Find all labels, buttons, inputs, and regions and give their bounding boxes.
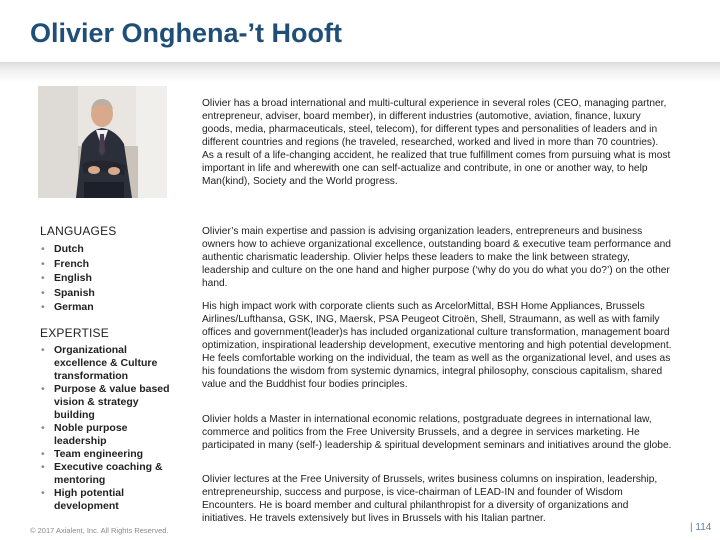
bio-paragraph-education: Olivier holds a Master in international economic relations, postgraduate degrees in international law, commerce and politics from the Free University Brussels, and a degree in services marketing. He participated in many (self-) leadership & spiritual development seminars and initiatives around the globe. <box>202 414 672 451</box>
list-item <box>40 461 176 487</box>
expertise-label: Team engineering <box>54 448 144 460</box>
bullet-icon: • <box>41 272 45 284</box>
expertise-label: High potential development <box>54 487 124 512</box>
bullet-icon: • <box>41 487 45 499</box>
bullet-icon: • <box>41 286 45 299</box>
bullet-icon: • <box>41 257 45 270</box>
bullet-icon: • <box>41 461 45 473</box>
list-item <box>40 271 190 286</box>
bio-paragraph-expertise: Olivier’s main expertise and passion is advising organization leaders, entrepreneurs and business owners how to achieve organizational excellence, outstanding board & executive team performance and authentic charismatic leadership. Olivier helps these leaders to make the link between strategy, leadership and culture on the one hand and higher purpose (‘why do you do what you do?’) on the other hand. <box>202 226 671 289</box>
list-item <box>40 383 176 422</box>
page-number: | 114 <box>690 522 712 533</box>
expertise-list <box>40 344 176 513</box>
languages-list <box>40 242 190 315</box>
expertise-label: Organizational excellence & Culture transformation <box>54 344 158 382</box>
language-label: French <box>54 257 90 270</box>
slide-title: Olivier Onghena-’t Hooft <box>30 18 343 48</box>
language-label: Spanish <box>54 286 95 299</box>
language-label: English <box>54 272 92 284</box>
list-item <box>40 257 190 272</box>
expertise-label: Noble purpose leadership <box>54 422 128 447</box>
bullet-icon: • <box>41 422 45 434</box>
bullet-icon: • <box>41 344 45 356</box>
bullet-icon: • <box>41 243 45 255</box>
bio-paragraph-overview: Olivier has a broad international and multi-cultural experience in several roles (CEO, managing partner, entrepreneur, adviser, board member), in different industries (automotive, aviation, finance, luxury goods, media, pharmaceuticals, steel, telecom), for different types and personalities of leaders and in different countries and regions (he traveled, researched, worked and lived in more than 70 countries). As a result of a life-changing accident, he realized that true fulfillment comes from pursuing what is most important in life and wherewith one can self-actualize and contribute, in one or another way, to help Man(kind), Society and the World progress. <box>202 98 671 187</box>
languages-heading: LANGUAGES <box>40 224 117 238</box>
expertise-label: Purpose & value based vision & strategy building <box>54 383 170 421</box>
expertise-section <box>40 326 190 513</box>
language-label: Dutch <box>54 243 84 255</box>
list-item <box>40 300 190 315</box>
bullet-icon: • <box>41 301 45 313</box>
languages-section <box>40 224 190 315</box>
bio-paragraph-activities: Olivier lectures at the Free University of Brussels, writes business columns on inspiration, leadership, entrepreneurship, success and purpose, is vice-chairman of LEAD-IN and founder of Wisdom Encounters. He is board member and cultural philanthropist for a diversity of organizations and initiatives. He travels extensively but lives in Brussels with his Italian partner. <box>202 474 658 524</box>
list-item <box>40 286 190 301</box>
list-item <box>40 422 176 448</box>
title-divider-band <box>0 62 720 82</box>
list-item <box>40 242 190 257</box>
list-item <box>40 344 176 383</box>
language-label: German <box>54 301 94 313</box>
list-item <box>40 487 176 513</box>
copyright-notice: © 2017 Axialent, Inc. All Rights Reserved. <box>30 526 169 535</box>
bio-paragraph-clients: His high impact work with corporate clients such as ArcelorMittal, BSH Home Appliances, Brussels Airlines/Lufthansa, GSK, ING, Maersk, PSA Peugeot Citroën, Shell, Straumann, as well as with family offices and government(leader)s has included organizational culture transformation, management board optimization, inspirational leadership development, executive mentoring and high potential development. He feels comfortable working on the individual, the team as well as the organizational level, and uses as his foundations the wisdom from systemic dynamics, integral philosophy, conscious capitalism, shared value and the Buddhist four bodies principles. <box>202 301 672 390</box>
portrait-photo <box>38 86 167 198</box>
bullet-icon: • <box>41 448 45 460</box>
list-item <box>40 448 176 461</box>
bullet-icon: • <box>41 383 45 395</box>
expertise-label: Executive coaching & mentoring <box>54 461 163 486</box>
expertise-heading: EXPERTISE <box>40 326 109 340</box>
